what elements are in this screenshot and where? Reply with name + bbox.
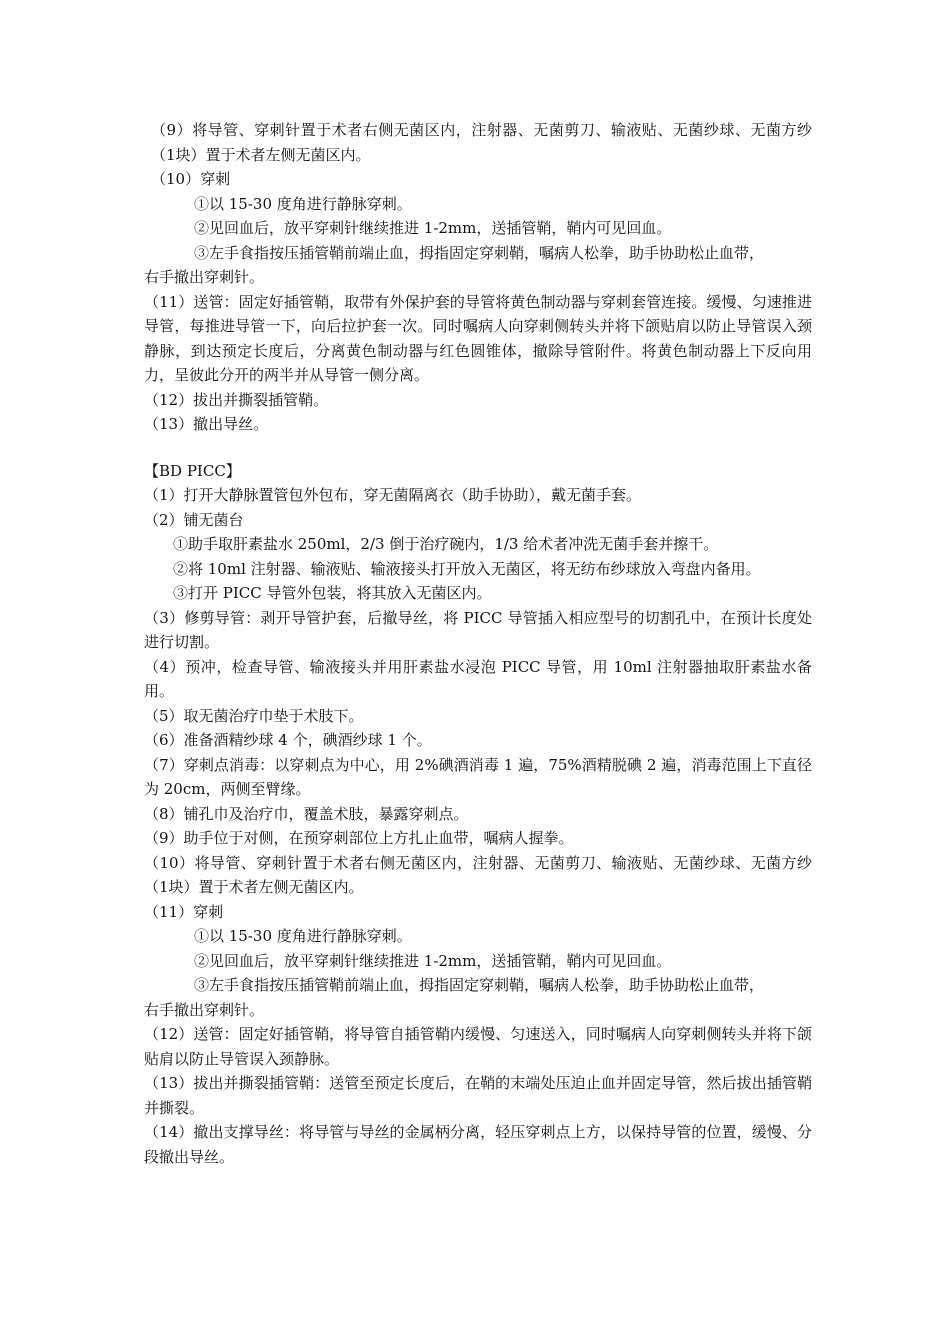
- section-heading-bd-picc: 【BD PICC】: [144, 461, 241, 480]
- paragraph-step-12: （12）拔出并撕裂插管鞘。: [144, 390, 329, 409]
- paragraph-bd-step-2-title: （2）铺无菌台: [144, 510, 244, 529]
- section-gap: [144, 437, 812, 459]
- paragraph-bd-step-9: （9）助手位于对侧，在预穿刺部位上方扎止血带，嘱病人握拳。: [144, 829, 574, 847]
- paragraph-step-10-c-line1: ③左手食指按压插管鞘前端止血，拇指固定穿刺鞘，嘱病人松拳，助手协助松止血带，: [194, 243, 765, 262]
- paragraph-step-11: （11）送管：固定好插管鞘，取带有外保护套的导管将黄色制动器与穿刺套管连接。缓慢、匀速推进导管，每推进导管一下，向后拉护套一次。同时嘱病人向穿刺侧转头并将下颌贴肩以防止导管误入颈静脉，到达预定长度后，分离黄色制动器与红色圆锥体，撤除导管附件。将黄色制动器上下反向用力，呈彼此分开的两半并从导管一侧分离。: [144, 292, 812, 384]
- paragraph-bd-step-10: （10）将导管、穿刺针置于术者右侧无菌区内，注射器、无菌剪刀、输液贴、无菌纱球、无菌方纱（1块）置于术者左侧无菌区内。: [144, 853, 812, 896]
- paragraph-bd-step-2-a: ①助手取肝素盐水 250ml，2/3 倒于治疗碗内，1/3 给术者冲洗无菌手套并擦干。: [173, 535, 719, 553]
- paragraph-step-10-b: ②见回血后，放平穿刺针继续推进 1-2mm，送插管鞘，鞘内可见回血。: [194, 219, 672, 237]
- paragraph-bd-step-11-b: ②见回血后，放平穿刺针继续推进 1-2mm，送插管鞘，鞘内可见回血。: [194, 951, 672, 970]
- paragraph-step-13: （13）撤出导丝。: [144, 415, 269, 433]
- paragraph-bd-step-3: （3）修剪导管：剥开导管护套，后撤导丝，将 PICC 导管插入相应型号的切割孔中，在预计长度处进行切割。: [144, 608, 812, 651]
- paragraph-bd-step-12: （12）送管：固定好插管鞘，将导管自插管鞘内缓慢、匀速送入，同时嘱病人向穿刺侧转头并将下颌贴肩以防止导管误入颈静脉。: [144, 1025, 812, 1068]
- paragraph-bd-step-5: （5）取无菌治疗巾垫于术肢下。: [144, 706, 364, 725]
- paragraph-step-10-a: ①以 15-30 度角进行静脉穿刺。: [194, 194, 412, 213]
- paragraph-bd-step-13: （13）拔出并撕裂插管鞘：送管至预定长度后，在鞘的末端处压迫止血并固定导管，然后拔出插管鞘并撕裂。: [144, 1074, 812, 1117]
- paragraph-bd-step-6: （6）准备酒精纱球 4 个，碘酒纱球 1 个。: [144, 731, 432, 749]
- paragraph-bd-step-2-b: ②将 10ml 注射器、输液贴、输液接头打开放入无菌区，将无纺布纱球放入弯盘内备用。: [173, 559, 761, 578]
- document-body: [144, 118, 812, 1169]
- paragraph-bd-step-11-a: ①以 15-30 度角进行静脉穿刺。: [194, 927, 412, 945]
- paragraph-bd-step-8: （8）铺孔巾及治疗巾，覆盖术肢，暴露穿刺点。: [144, 804, 469, 823]
- paragraph-step-10-c-line2: 右手撤出穿刺针。: [144, 268, 265, 286]
- paragraph-step-9: （9）将导管、穿刺针置于术者右侧无菌区内，注射器、无菌剪刀、输液贴、无菌纱球、无菌方纱（1块）置于术者左侧无菌区内。: [151, 121, 812, 164]
- paragraph-bd-step-14: （14）撤出支撑导丝：将导管与导丝的金属柄分离，轻压穿刺点上方，以保持导管的位置，缓慢、分段撤出导丝。: [144, 1123, 812, 1166]
- paragraph-step-10-title: （10）穿刺: [151, 170, 231, 188]
- paragraph-bd-step-1: （1）打开大静脉置管包外包布，穿无菌隔离衣（助手协助），戴无菌手套。: [144, 486, 642, 504]
- paragraph-bd-step-4: （4）预冲，检查导管、输液接头并用肝素盐水浸泡 PICC 导管，用 10ml 注射器抽取肝素盐水备用。: [144, 657, 812, 700]
- paragraph-bd-step-2-c: ③打开 PICC 导管外包装，将其放入无菌区内。: [173, 584, 492, 602]
- paragraph-bd-step-11-c-line1: ③左手食指按压插管鞘前端止血，拇指固定穿刺鞘，嘱病人松拳，助手协助松止血带，: [194, 976, 765, 994]
- paragraph-bd-step-7: （7）穿刺点消毒：以穿刺点为中心，用 2%碘酒消毒 1 遍，75%酒精脱碘 2 遍，消毒范围上下直径为 20cm，两侧至臂缘。: [144, 755, 812, 798]
- paragraph-bd-step-11-title: （11）穿刺: [144, 902, 224, 921]
- paragraph-bd-step-11-c-line2: 右手撤出穿刺针。: [144, 1000, 265, 1019]
